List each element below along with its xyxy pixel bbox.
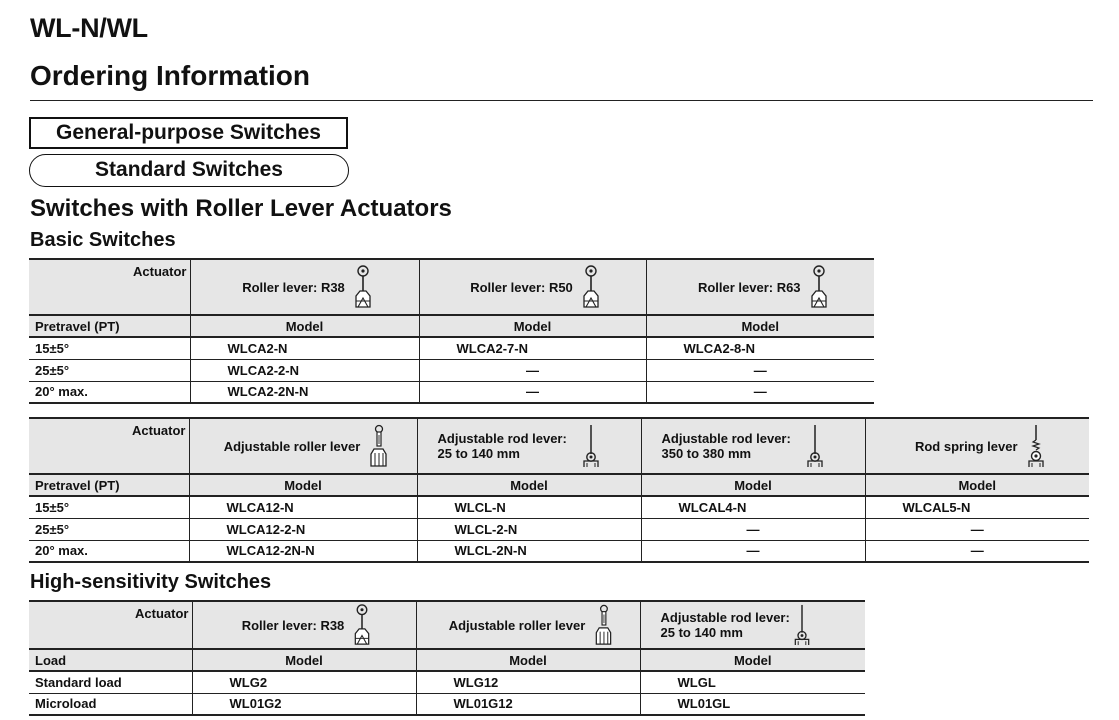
model-cell: WLCA12-2N-N [189,540,417,562]
header-row [29,315,874,337]
model-cell: WLCA2-N [190,337,419,359]
actuator-cell [417,418,641,474]
rod-spring-lever-icon [1026,424,1046,468]
basic-switches-title: Basic Switches [30,229,176,251]
actuator-cell [865,418,1089,474]
model-cell: — [641,540,865,562]
actuator-name: Adjustable roller lever [448,617,586,633]
actuator-cell [640,601,865,649]
table-row [29,693,865,715]
model-cell: WL01G12 [416,693,640,715]
model-cell: WLCA12-N [189,496,417,518]
pretravel-value: 20° max. [29,540,189,562]
model-cell: WLCAL5-N [865,496,1089,518]
adjustable-rod-lever-icon [805,424,825,468]
pretravel-value: 15±5° [29,496,189,518]
model-header: Model [192,649,416,671]
actuator-name: Adjustable rod lever: [437,431,567,446]
model-header: Model [419,315,646,337]
model-header: Model [416,649,640,671]
row-label-header: Pretravel (PT) [29,315,190,337]
model-cell: — [865,518,1089,540]
table-row [29,359,874,381]
actuator-cell [419,259,646,315]
table-row [29,381,874,403]
actuator-name: Adjustable rod lever: [661,431,791,446]
model-cell: WLCA12-2-N [189,518,417,540]
actuator-name: Adjustable rod lever: [660,610,790,625]
model-cell: WLCL-2N-N [417,540,641,562]
actuator-cell [190,259,419,315]
actuator-label: Actuator [29,418,189,474]
actuator-row [29,601,865,649]
high-sensitivity-title: High-sensitivity Switches [30,571,272,593]
actuator-label: Actuator [29,601,192,649]
table-row [29,337,874,359]
basic-switches-table-2 [29,417,1089,563]
actuator-name: Roller lever: R38 [241,617,345,633]
actuator-name: Roller lever: R63 [697,279,801,295]
actuator-name: Roller lever: R50 [470,279,573,295]
pretravel-value: 20° max. [29,381,190,403]
subcategory-label: Standard Switches [29,154,349,187]
table-row [29,671,865,693]
load-value: Microload [29,693,192,715]
model-cell: WLCA2-8-N [646,337,874,359]
model-header: Model [417,474,641,496]
category-label: General-purpose Switches [29,117,348,149]
adjustable-rod-lever-icon [581,424,601,468]
load-value: Standard load [29,671,192,693]
row-label-header: Pretravel (PT) [29,474,189,496]
actuator-row [29,259,874,315]
model-cell: WLCA2-2N-N [190,381,419,403]
model-cell: WLCA2-2-N [190,359,419,381]
roller-lever-icon [809,265,829,309]
actuator-range: 25 to 140 mm [660,625,743,640]
model-cell: WLCAL4-N [641,496,865,518]
actuator-cell [646,259,874,315]
actuator-name: Adjustable roller lever [223,438,361,454]
actuator-name: Roller lever: R38 [242,279,345,295]
actuator-cell [192,601,416,649]
table-row [29,496,1089,518]
model-header: Model [865,474,1089,496]
heading-divider [30,100,1093,101]
section-title: Switches with Roller Lever Actuators [30,195,452,222]
actuator-cell [189,418,417,474]
high-sensitivity-table [29,600,865,716]
pretravel-value: 25±5° [29,359,190,381]
model-cell: — [646,381,874,403]
model-header: Model [640,649,865,671]
model-header: Model [646,315,874,337]
model-cell: — [641,518,865,540]
row-label-header: Load [29,649,192,671]
roller-lever-icon [581,265,601,309]
model-cell: WL01GL [640,693,865,715]
model-cell: — [419,381,646,403]
table-row [29,518,1089,540]
basic-switches-table-1 [29,258,874,404]
actuator-range: 350 to 380 mm [661,446,752,461]
model-cell: WLGL [640,671,865,693]
model-header: Model [641,474,865,496]
model-cell: WLCL-N [417,496,641,518]
adjustable-rod-lever-icon [792,604,812,646]
model-cell: — [646,359,874,381]
actuator-cell [416,601,640,649]
table-row [29,540,1089,562]
header-row [29,649,865,671]
roller-lever-icon [352,604,372,646]
model-cell: — [865,540,1089,562]
adjustable-roller-lever-icon [368,424,388,468]
pretravel-value: 15±5° [29,337,190,359]
model-cell: WLCL-2-N [417,518,641,540]
model-cell: WLCA2-7-N [419,337,646,359]
pretravel-value: 25±5° [29,518,189,540]
actuator-row [29,418,1089,474]
header-row [29,474,1089,496]
roller-lever-icon [353,265,373,309]
actuator-name: Rod spring lever [914,438,1018,454]
model-cell: WL01G2 [192,693,416,715]
model-header: Model [190,315,419,337]
actuator-cell [641,418,865,474]
model-cell: WLG2 [192,671,416,693]
model-header: Model [189,474,417,496]
model-cell: — [419,359,646,381]
actuator-range: 25 to 140 mm [437,446,520,461]
model-cell: WLG12 [416,671,640,693]
adjustable-roller-lever-icon [593,604,613,646]
actuator-label: Actuator [29,259,190,315]
ordering-heading: Ordering Information [30,60,310,91]
document-title: WL-N/WL [30,13,148,43]
